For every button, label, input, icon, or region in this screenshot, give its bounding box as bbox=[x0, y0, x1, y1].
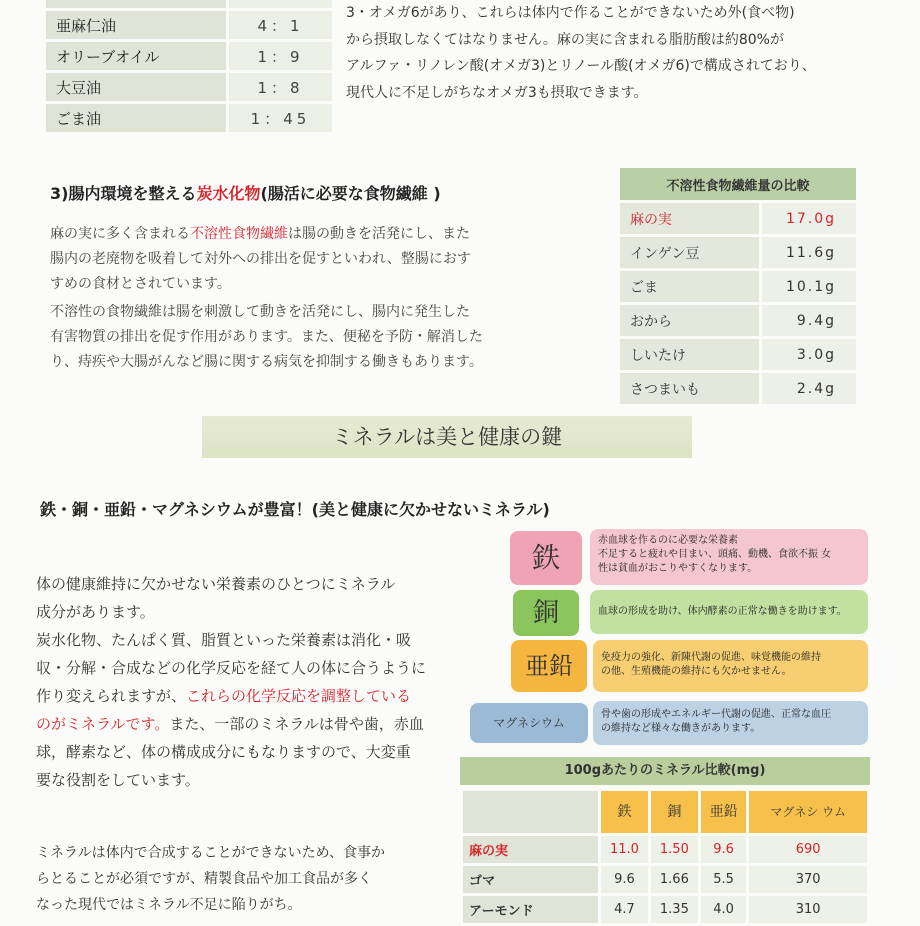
iron-badge: 鉄 bbox=[510, 531, 582, 585]
fiber-value: 17.0g bbox=[761, 202, 857, 236]
food-name: ゴマ bbox=[463, 866, 598, 893]
table-row bbox=[620, 236, 856, 270]
table-row bbox=[620, 270, 856, 304]
mineral-heading: 鉄・銅・亜鉛・マグネシウムが豊富！(美と健康に欠かせないミネラル) bbox=[40, 500, 550, 519]
fiber-table-title: 不溶性食物繊維量の比較 bbox=[620, 168, 856, 202]
table-row bbox=[46, 103, 332, 133]
table-row bbox=[620, 202, 856, 236]
magnesium-badge: マグネシウム bbox=[470, 703, 588, 743]
fiber-value: 10.1g bbox=[761, 270, 857, 304]
column-header: 鉄 bbox=[601, 791, 648, 833]
oil-name: 亜麻仁油 bbox=[46, 10, 228, 41]
table-row bbox=[620, 372, 856, 405]
food-name: さつまいも bbox=[620, 372, 761, 405]
oil-ratio: 1：8 bbox=[228, 72, 333, 103]
magnesium-description: 骨や歯の形成やエネルギー代謝の促進、正常な血圧 の維持など様々な働きがあります。 bbox=[593, 701, 868, 745]
fiber-value: 9.4g bbox=[761, 304, 857, 338]
section3-heading: 3)腸内環境を整える炭水化物(腸活に必要な食物繊維 ) bbox=[50, 184, 441, 203]
column-header: 亜鉛 bbox=[701, 791, 746, 833]
food-name: ごま bbox=[620, 270, 761, 304]
mineral-banner: ミネラルは美と健康の鍵 bbox=[202, 416, 692, 458]
section3-paragraph-1: 麻の実に多く含まれる不溶性食物繊維は腸の動きを活発にし、また 腸内の老廃物を吸着して対外への排出を促すといわれ、整腸におす すめの食材とされています。 bbox=[50, 226, 471, 292]
oil-ratio: 1：9 bbox=[228, 41, 333, 72]
section3-paragraph-2: 不溶性の食物繊維は腸を刺激して動きを活発にし、腸内に発生した 有害物質の排出を促す作用があります。また、便秘を予防・解消した り、痔疾や大腸がんなど腸に関する病気を抑制する働きもあります。 bbox=[50, 304, 483, 370]
oil-ratio: 4：1 bbox=[228, 10, 333, 41]
food-name: アーモンド bbox=[463, 896, 598, 923]
fiber-comparison-table bbox=[620, 168, 856, 404]
copper-description: 血球の形成を助け、体内酵素の正常な働きを助けます。 bbox=[590, 590, 868, 634]
mineral-paragraph-2: ミネラルは体内で合成することができないため、食事か らとることが必須ですが、精製食品や加工食品が多く なった現代ではミネラル不足に陥りがち。 bbox=[36, 845, 386, 913]
mineral-paragraph: 体の健康維持に欠かせない栄養素のひとつにミネラル 成分があります。 炭水化物、たんぱく質、脂質といった栄養素は消化・吸 収・分解・合成などの化学反応を経て人の体に合うように 作り変えられますが、これらの化学反応を調整している のがミネラルです。また、一部のミネラルは骨や歯，赤血 球，酵素など、体の構成成分にもなりますので、大変重 要な役割をしています。 bbox=[36, 575, 427, 789]
oil-ratio: 1：45 bbox=[228, 103, 333, 133]
mineral-table-title: 100gあたりのミネラル比較(mg) bbox=[460, 757, 870, 785]
iron-description: 赤血球を作るのに必要な栄養素 不足すると疲れや目まい、頭痛、動機、食欲不振 女 性は貧血がおこりやすくなります。 bbox=[590, 529, 868, 585]
table-header-row bbox=[463, 791, 867, 833]
mineral-comparison-table bbox=[460, 788, 870, 926]
table-row bbox=[46, 10, 332, 41]
fiber-value: 2.4g bbox=[761, 372, 857, 405]
food-name: おから bbox=[620, 304, 761, 338]
food-name: インゲン豆 bbox=[620, 236, 761, 270]
zinc-description: 免疫力の強化、新陳代謝の促進、味覚機能の維持 の他、生殖機能の維持にも欠かせません。 bbox=[593, 640, 868, 692]
zinc-badge: 亜鉛 bbox=[511, 640, 587, 692]
fiber-value: 11.6g bbox=[761, 236, 857, 270]
omega-paragraph: 3・オメガ6があり、これらは体内で作ることができないため外(食べ物) から摂取しなくてはなりません。麻の実に含まれる脂肪酸は約80%が アルファ・リノレン酸(オメガ3)とリノール酸(オメガ6)で構成されており、 現代人に不足しがちなオメガ3も摂取できます。 bbox=[346, 5, 816, 101]
food-name: 麻の実 bbox=[463, 836, 598, 863]
column-header: 銅 bbox=[651, 791, 698, 833]
food-name: 麻の実 bbox=[620, 202, 761, 236]
table-row: アーモンド 4.7 1.35 4.0 310 bbox=[463, 896, 867, 923]
table-row bbox=[620, 338, 856, 372]
table-row: 麻の実 11.0 1.50 9.6 690 bbox=[463, 836, 867, 863]
table-row bbox=[46, 72, 332, 103]
fiber-value: 3.0g bbox=[761, 338, 857, 372]
table-row bbox=[46, 41, 332, 72]
oil-name: ごま油 bbox=[46, 103, 228, 133]
oil-ratio-table bbox=[46, 0, 332, 132]
oil-name: 大豆油 bbox=[46, 72, 228, 103]
table-row: ゴマ 9.6 1.66 5.5 370 bbox=[463, 866, 867, 893]
copper-badge: 銅 bbox=[513, 590, 579, 636]
table-row bbox=[620, 304, 856, 338]
oil-name: オリーブオイル bbox=[46, 41, 228, 72]
food-name: しいたけ bbox=[620, 338, 761, 372]
column-header: マグネシ ウム bbox=[749, 791, 867, 833]
